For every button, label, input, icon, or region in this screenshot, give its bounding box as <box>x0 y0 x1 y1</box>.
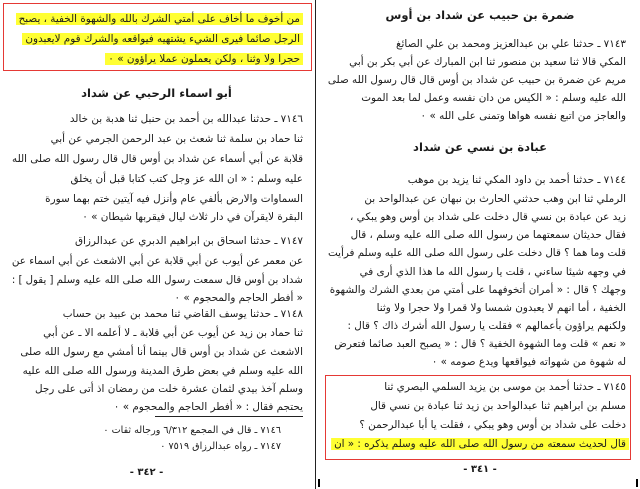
highlighted-line: حجرا ولا وثنا ، ولكن يعملون عملا يراؤون » ٠ <box>105 50 303 69</box>
text-line: الله عليه وسلم : « الكيس من دان نفسه وعمل لما بعد الموت <box>361 92 626 104</box>
text-line: السماوات والارض بألفي عام وأنزل فيه آيتين ختم بهما سورة <box>45 193 303 205</box>
text-line: له شهوة من شهواته فيواقعها ويدع صومه » ٠ <box>431 356 626 368</box>
text-line: الله عليه وسلم في بعض طرق المدينة ورسول الله صلى الله عليه <box>22 365 303 377</box>
text-line: « نعم » قلت وما الشهوة الخفية ؟ قال : « يصبح العبد صائما فتعرض <box>334 338 626 350</box>
text-line: « أفطر الحاجم والمحجوم » ٠ <box>174 292 303 304</box>
text-line: شداد بن أوس قال سمعت رسول الله صلى الله عليه وسلم [ يقول ] : <box>12 274 303 286</box>
text-line: ثنا حماد بن زيد عن أيوب عن أبي قلابة ـ لا أعلمه الا ـ عن أبي <box>43 327 303 339</box>
text-line: وسلم آخذ بيدي لثمان عشرة خلت من رمضان اذ أتى على رجل <box>34 383 303 395</box>
text-line: ٧١٤٨ ـ حدثنا يوسف القاضي ثنا محمد بن عبيد بن حساب <box>62 308 303 320</box>
page-342 <box>0 0 313 489</box>
text-line: ٧١٤٦ ـ حدثنا عبدالله بن أحمد بن حنبل ثنا هدبة بن خالد <box>69 113 303 125</box>
text-line: مريم عن ضمرة بن حبيب عن شداد بن أوس قال قال رسول الله صلى <box>327 74 626 86</box>
text-line: فقال حديثان سمعتهما من رسول الله صلى الله عليه وسلم ، قال <box>350 229 626 241</box>
highlighted-line: قال لحديث سمعته من رسول الله صلى الله عليه وسلم يذكره : « ان <box>331 435 629 454</box>
text-line: عن معمر عن أيوب عن أبي قلابة عن أبي الاشعث عن أبي اسماء عن <box>11 255 303 267</box>
text-line: مسلم بن ابراهيم ثنا عبدالواحد بن زيد ثنا عبادة بن نسي قال <box>370 400 626 412</box>
text-line: قلت وما هما ؟ قال دخلت على رسول الله صلى الله عليه وسلم فرأيت <box>328 247 626 259</box>
text-line: دخلت على شداد بن أوس وهو يبكي ، فقلت يا أبا عبدالرحمن ؟ <box>359 419 626 431</box>
section-title: أبو اسماء الرحبي عن شداد <box>81 86 232 100</box>
text-line: والعاجز من اتبع نفسه هواها وتمنى على الله » ٠ <box>420 110 626 122</box>
text-line: المكي قالا ثنا سعيد بن منصور ثنا ابن المبارك عن أبي بكر بن أبي <box>349 56 626 68</box>
section-title: ضمرة بن حبيب عن شداد بن أوس <box>385 8 575 22</box>
highlighted-line: الرجل صائما فيرى الشيء يشتهيه فيواقعه والشرك قوم لايعبدون <box>22 30 303 49</box>
text-line: ولكنهم يراؤون بأعمالهم » فقلت يا رسول الله أشرك ذاك ؟ قال : <box>347 320 626 332</box>
highlighted-line: من أخوف ما أخاف على أمتي الشرك بالله والشهوة الخفية ، يصبح <box>16 10 303 29</box>
text-line: ٧١٤٧ ـ حدثنا اسحاق بن ابراهيم الدبري عن عبدالرزاق <box>74 235 303 247</box>
text-line: في وجهه شيئا ساءني ، قلت يا رسول الله ما هذا الذي أرى في <box>359 266 626 278</box>
text-line: الخفية ، أما انهم لا يعبدون شمسا ولا قمرا ولا حجرا ولا وثنا <box>376 302 626 314</box>
text-line: قلابة عن أبي أسماء عن شداد بن أوس قال قال رسول الله صلى الله <box>12 153 303 165</box>
text-line: البقرة لايقرآن في دار ثلاث ليال فيقربها شيطان » ٠ <box>82 211 303 223</box>
page-number: - ٣٤١ - <box>463 464 497 475</box>
footnote-rule <box>155 416 303 417</box>
section-title: عبادة بن نسي عن شداد <box>413 140 547 154</box>
text-line: ثنا حماد بن سلمة ثنا شعث بن عبد الرحمن الجرمي عن أبي <box>50 133 303 145</box>
text-line: ٧١٤٣ ـ حدثنا علي بن عبدالعزيز ومحمد بن علي الصائغ <box>396 38 626 50</box>
footnote: ٧١٤٦ ـ قال في المجمع ٦/٣١٢ ورجاله ثقات ٠ <box>103 425 281 436</box>
text-line: زيد عن عبادة بن نسي قال دخلت على شداد بن أوس وهو يبكي ، <box>350 211 626 223</box>
text-line: الرملي ثنا ابن وهب حدثني الحارث بن نبهان عن عبدالواحد بن <box>364 193 626 205</box>
page-341 <box>320 0 640 489</box>
text-line: ٧١٤٥ ـ حدثنا أحمد بن موسى بن يزيد السلمي البصري ثنا <box>384 381 626 393</box>
text-line: يحتجم فقال : « أفطر الحاجم والمحجوم » ٠ <box>113 401 303 413</box>
text-line: الاشعث عن شداد بن أوس قال بينما أنا أمشي مع رسول الله صلى <box>20 346 303 358</box>
page-number: - ٣٤٢ - <box>129 467 164 478</box>
text-line: عليه وسلم : « ان الله عز وجل كتب كتابا قبل أن يخلق <box>70 173 303 185</box>
page-divider <box>315 0 316 489</box>
text-line: وجهك ؟ قال : « أمران أتخوفهما على أمتي من بعدي الشرك والشهوة <box>329 284 626 296</box>
text-line: ٧١٤٤ ـ حدثنا أحمد بن داود المكي ثنا يزيد بن موهب <box>407 174 626 186</box>
footnote: ٧١٤٧ ـ رواه عبدالرزاق ٧٥١٩ ٠ <box>160 441 281 452</box>
